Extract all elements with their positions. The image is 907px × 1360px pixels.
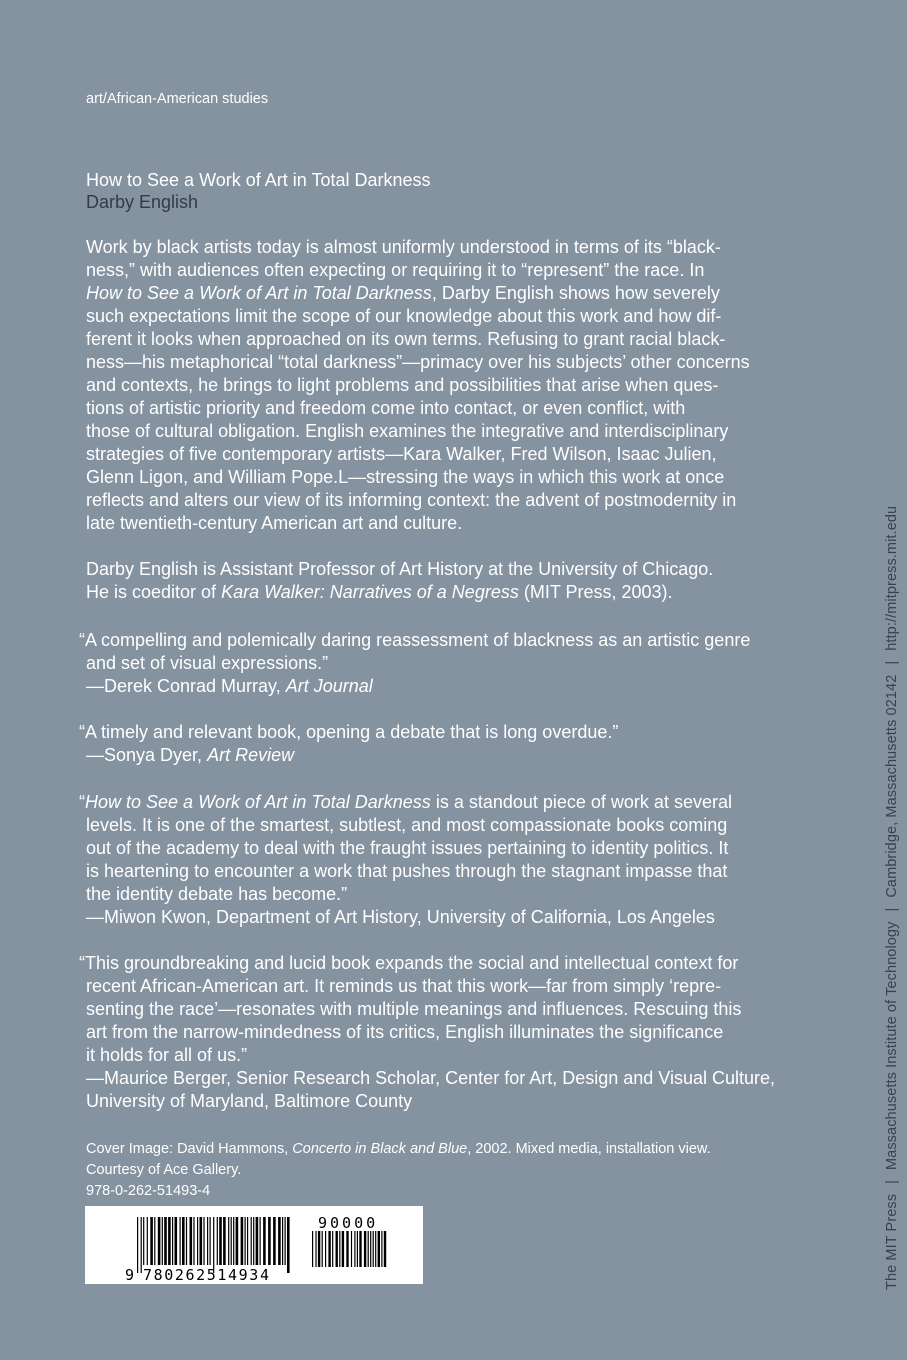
text-line: —Miwon Kwon, Department of Art History, University of California, Los Angeles	[86, 907, 715, 927]
text-line: “A compelling and polemically daring reassessment of blackness as an artistic genre	[79, 630, 751, 650]
barcode-bar	[368, 1231, 369, 1267]
barcode-bar	[339, 1231, 340, 1267]
barcode-bar	[346, 1231, 348, 1267]
barcode-bar	[364, 1231, 366, 1267]
barcode-bar	[381, 1231, 382, 1267]
barcode-bar	[256, 1217, 259, 1265]
barcode-bar	[147, 1217, 148, 1265]
text-line: and contexts, he brings to light problems and possibilities that arise when ques-	[86, 375, 719, 395]
text-line: is heartening to encounter a work that pushes through the stagnant impasse that	[86, 861, 728, 881]
text-line: senting the race’—resonates with multiple meanings and influences. Rescuing this	[86, 999, 742, 1019]
barcode-bar	[260, 1217, 261, 1265]
text-line: Darby English is Assistant Professor of Art History at the University of Chicago.	[86, 559, 714, 579]
text-line: the identity debate has become.”	[86, 884, 348, 904]
text-line: Courtesy of Ace Gallery.	[86, 1162, 242, 1178]
barcode-bar	[168, 1217, 171, 1265]
barcode-bar	[285, 1217, 286, 1265]
barcode-bar	[137, 1217, 138, 1273]
barcode-bar	[207, 1217, 208, 1265]
barcode-bar	[359, 1231, 361, 1267]
barcode-bar	[315, 1231, 316, 1267]
barcode-bar	[231, 1217, 232, 1265]
separator: |	[884, 1180, 900, 1184]
barcode-bar	[373, 1231, 374, 1267]
category-label: art/African-American studies	[86, 91, 269, 107]
barcode-bar	[141, 1217, 142, 1273]
text-line: —Maurice Berger, Senior Research Scholar, Center for Art, Design and Visual Culture,	[86, 1068, 776, 1088]
barcode-bar	[273, 1217, 276, 1265]
blurb	[79, 791, 732, 929]
publisher-imprint	[884, 506, 900, 1290]
text-line: ness—his metaphorical “total darkness”—primacy over his subjects’ other concerns	[86, 352, 750, 372]
separator: |	[884, 907, 900, 912]
barcode-bar	[375, 1231, 376, 1267]
barcode-bar	[233, 1217, 234, 1265]
text-line: late twentieth-century American art and culture.	[86, 513, 463, 533]
barcode-lead-digit: 9	[125, 1266, 135, 1284]
text-line: strategies of five contemporary artists—Kara Walker, Fred Wilson, Isaac Julien,	[86, 444, 717, 464]
barcode-bar	[328, 1231, 330, 1267]
author-bio	[86, 558, 713, 604]
barcode-bar	[236, 1217, 239, 1265]
text-line: and set of visual expressions.”	[86, 653, 329, 673]
cover-credits	[86, 1139, 711, 1202]
book-title: How to See a Work of Art in Total Darkness	[86, 170, 431, 190]
barcode-bar	[263, 1217, 266, 1265]
book-author: Darby English	[86, 192, 199, 212]
barcode-bar	[154, 1217, 155, 1265]
text-line: 978-0-262-51493-4	[86, 1183, 211, 1199]
text-line: art from the narrow-mindedness of its critics, English illuminates the significance	[86, 1022, 724, 1042]
barcode-bar	[384, 1231, 386, 1267]
barcode-bar	[357, 1231, 358, 1267]
barcode-bar	[190, 1217, 193, 1265]
barcode-bar	[247, 1217, 248, 1265]
barcode-bar	[312, 1231, 313, 1267]
blurb	[79, 721, 619, 767]
barcode-bar	[143, 1217, 144, 1265]
text-line: ness,” with audiences often expecting or requiring it to “represent” the race. In	[86, 260, 705, 280]
barcode-bar	[186, 1217, 187, 1265]
barcode-bar	[158, 1217, 161, 1265]
text-line: out of the academy to deal with the fraught issues pertaining to identity politics. It	[86, 838, 729, 858]
text-line: it holds for all of us.”	[86, 1045, 248, 1065]
barcode-bar	[164, 1217, 167, 1265]
separator: |	[884, 660, 900, 665]
barcode-digits: 780262514934	[143, 1266, 271, 1284]
text-line: such expectations limit the scope of our knowledge about this work and how dif-	[86, 306, 722, 326]
blurb	[79, 952, 776, 1113]
barcode-bar	[182, 1217, 185, 1265]
barcode-bar	[253, 1217, 254, 1265]
barcode-bar	[318, 1231, 320, 1267]
text-line: “A timely and relevant book, opening a debate that is long overdue.”	[79, 722, 619, 742]
barcode-bar	[213, 1217, 214, 1273]
barcode-bar	[223, 1217, 226, 1265]
barcode-bar	[172, 1217, 173, 1265]
barcode-bar	[217, 1217, 218, 1265]
imprint-item: http://mitpress.mit.edu	[884, 505, 900, 651]
barcode-bar	[245, 1217, 246, 1265]
barcode-bar	[210, 1217, 211, 1265]
text-line: reflects and alters our view of its informing context: the advent of postmodernity in	[86, 490, 737, 510]
barcode-bar	[287, 1217, 290, 1273]
barcode-bar	[322, 1231, 323, 1267]
barcode-bar	[370, 1231, 371, 1267]
isbn-barcode	[85, 1206, 423, 1284]
barcode-bar	[241, 1217, 244, 1265]
barcode-bar	[219, 1217, 222, 1265]
barcode-addon: 90000	[318, 1214, 379, 1232]
barcode-bar	[336, 1231, 338, 1267]
imprint-item: Massachusetts Institute of Technology	[884, 921, 900, 1171]
barcode-bar	[278, 1217, 281, 1265]
barcode-bar	[175, 1217, 178, 1265]
text-line: Work by black artists today is almost uniformly understood in terms of its “black-	[86, 237, 721, 257]
barcode-bar	[180, 1217, 181, 1265]
text-line: recent African-American art. It reminds us that this work—far from simply ‘repre-	[86, 976, 722, 996]
barcode-bar	[251, 1217, 252, 1265]
text-line: He is coeditor of Kara Walker: Narratives of a Negress (MIT Press, 2003).	[86, 582, 673, 602]
text-line: University of Maryland, Baltimore County	[86, 1091, 413, 1111]
text-line: —Derek Conrad Murray, Art Journal	[86, 676, 373, 696]
imprint-item: Cambridge, Massachusetts 02142	[884, 674, 900, 898]
barcode-bar	[351, 1231, 352, 1267]
barcode-bar	[193, 1217, 194, 1265]
barcode-bar	[228, 1217, 229, 1265]
barcode-bar	[197, 1217, 198, 1265]
barcode-bar	[325, 1231, 326, 1267]
blurb	[79, 629, 751, 698]
text-line: those of cultural obligation. English examines the integrative and interdisciplinary	[86, 421, 729, 441]
barcode-graphic	[85, 1206, 423, 1284]
barcode-bar	[162, 1217, 163, 1265]
text-line: “How to See a Work of Art in Total Darkness is a standout piece of work at several	[79, 792, 732, 812]
imprint-item: The MIT Press	[884, 1193, 900, 1290]
barcode-bar	[342, 1231, 344, 1267]
text-line: “This groundbreaking and lucid book expands the social and intellectual context for	[79, 953, 739, 973]
barcode-bar	[150, 1217, 153, 1265]
barcode-bar	[354, 1231, 355, 1267]
text-line: —Sonya Dyer, Art Review	[86, 745, 295, 765]
barcode-bar	[200, 1217, 203, 1265]
barcode-bar	[268, 1217, 271, 1265]
text-line: ferent it looks when approached on its own terms. Refusing to grant racial black-	[86, 329, 726, 349]
text-line: Glenn Ligon, and William Pope.L—stressing the ways in which this work at once	[86, 467, 725, 487]
text-line: Cover Image: David Hammons, Concerto in Black and Blue, 2002. Mixed media, installation view.	[86, 1141, 711, 1157]
text-line: tions of artistic priority and freedom come into contact, or even conflict, with	[86, 398, 686, 418]
barcode-bar	[332, 1231, 333, 1267]
description	[86, 236, 750, 535]
barcode-bar	[203, 1217, 204, 1265]
barcode-bar	[378, 1231, 380, 1267]
text-line: levels. It is one of the smartest, subtlest, and most compassionate books coming	[86, 815, 728, 835]
barcode-bar	[282, 1217, 283, 1265]
text-line: How to See a Work of Art in Total Darkness, Darby English shows how severely	[86, 283, 720, 303]
